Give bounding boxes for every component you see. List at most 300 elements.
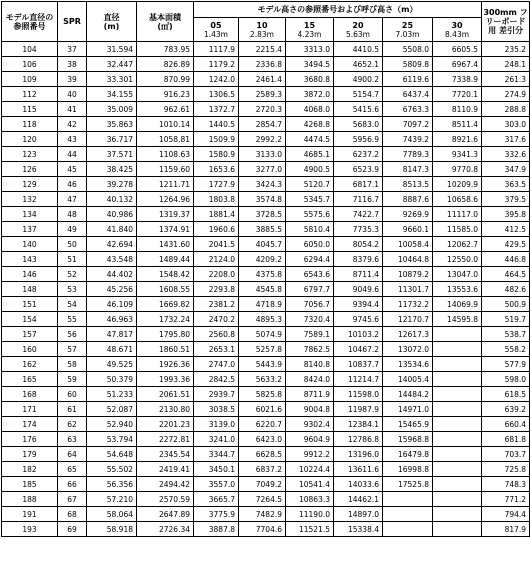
cell-height-05: 2124.0 (194, 252, 239, 267)
cell-spr: 65 (58, 462, 87, 477)
cell-area: 1732.24 (137, 312, 194, 327)
cell-diameter: 38.425 (87, 162, 137, 177)
cell-height-30: 9770.8 (433, 162, 482, 177)
cell-area: 2419.41 (137, 462, 194, 477)
cell-height-15: 3313.0 (286, 42, 334, 57)
cell-height-20: 11598.0 (334, 387, 383, 402)
cell-height-15: 4268.8 (286, 117, 334, 132)
cell-height-30 (433, 507, 482, 522)
cell-height-15: 11190.0 (286, 507, 334, 522)
cell-height-15: 5120.7 (286, 177, 334, 192)
cell-height-10: 7264.5 (239, 492, 286, 507)
cell-spr: 48 (58, 207, 87, 222)
cell-height-15: 10863.3 (286, 492, 334, 507)
cell-area: 916.23 (137, 87, 194, 102)
table-row (2, 522, 530, 537)
height-value: 1.43m (194, 30, 239, 42)
cell-spr: 58 (58, 357, 87, 372)
cell-height-20: 10837.7 (334, 357, 383, 372)
cell-height-15: 9302.4 (286, 417, 334, 432)
cell-height-25: 12170.7 (383, 312, 433, 327)
cell-model-ref: 106 (2, 57, 58, 72)
cell-height-10: 2589.3 (239, 87, 286, 102)
cell-height-30 (433, 447, 482, 462)
cell-height-30 (433, 402, 482, 417)
table-row (2, 102, 530, 117)
cell-height-25: 14484.2 (383, 387, 433, 402)
cell-height-20: 8711.4 (334, 267, 383, 282)
cell-height-10: 6021.6 (239, 402, 286, 417)
table-row (2, 387, 530, 402)
cell-model-ref: 157 (2, 327, 58, 342)
cell-height-30 (433, 432, 482, 447)
cell-diameter: 51.233 (87, 387, 137, 402)
cell-height-20: 13611.6 (334, 462, 383, 477)
cell-height-10: 5825.8 (239, 387, 286, 402)
cell-area: 2061.51 (137, 387, 194, 402)
cell-height-30: 10209.9 (433, 177, 482, 192)
cell-height-20: 10103.2 (334, 327, 383, 342)
cell-height-30: 12062.7 (433, 237, 482, 252)
table-row (2, 72, 530, 87)
cell-area: 1374.91 (137, 222, 194, 237)
cell-height-15: 4068.0 (286, 102, 334, 117)
cell-height-05: 1509.9 (194, 132, 239, 147)
cell-height-15: 10541.4 (286, 477, 334, 492)
cell-diameter: 39.278 (87, 177, 137, 192)
cell-spr: 60 (58, 387, 87, 402)
cell-area: 1319.37 (137, 207, 194, 222)
cell-model-ref: 112 (2, 87, 58, 102)
cell-area: 1795.80 (137, 327, 194, 342)
cell-area: 2647.89 (137, 507, 194, 522)
height-ref: 25 (383, 18, 433, 31)
cell-height-10: 6220.7 (239, 417, 286, 432)
height-ref: 10 (239, 18, 286, 31)
cell-spr: 53 (58, 282, 87, 297)
cell-height-05: 3887.8 (194, 522, 239, 537)
cell-height-20: 14897.0 (334, 507, 383, 522)
cell-height-15: 7320.4 (286, 312, 334, 327)
cell-area: 2272.81 (137, 432, 194, 447)
header-diameter-unit: (m) (103, 21, 120, 31)
height-value: 2.83m (239, 30, 286, 42)
cell-model-ref: 154 (2, 312, 58, 327)
cell-height-30: 8110.9 (433, 102, 482, 117)
cell-height-25: 17525.8 (383, 477, 433, 492)
cell-area: 1159.60 (137, 162, 194, 177)
cell-diameter: 58.064 (87, 507, 137, 522)
cell-height-25: 7789.3 (383, 147, 433, 162)
cell-height-20: 6523.9 (334, 162, 383, 177)
cell-spr: 50 (58, 237, 87, 252)
header-model-height-group: モデル高さの参照番号および呼び高さ（m） (194, 2, 482, 18)
cell-freeboard: 363.5 (482, 177, 530, 192)
cell-height-30: 7720.1 (433, 87, 482, 102)
header-area-label: 基本面積 (149, 12, 181, 22)
cell-height-05: 1580.9 (194, 147, 239, 162)
cell-freeboard: 317.6 (482, 132, 530, 147)
table-row (2, 222, 530, 237)
cell-height-10: 3424.3 (239, 177, 286, 192)
cell-model-ref: 168 (2, 387, 58, 402)
cell-height-30: 13047.0 (433, 267, 482, 282)
cell-height-25: 10879.2 (383, 267, 433, 282)
cell-height-30: 8921.6 (433, 132, 482, 147)
cell-model-ref: 134 (2, 207, 58, 222)
cell-spr: 44 (58, 147, 87, 162)
cell-height-10: 2992.2 (239, 132, 286, 147)
header-freeboard: 300mm フリーボード用 差引分 (482, 2, 530, 42)
cell-model-ref: 165 (2, 372, 58, 387)
table-row (2, 147, 530, 162)
cell-height-15: 6797.7 (286, 282, 334, 297)
cell-area: 826.89 (137, 57, 194, 72)
cell-height-25: 7439.2 (383, 132, 433, 147)
cell-freeboard: 660.4 (482, 417, 530, 432)
cell-model-ref: 176 (2, 432, 58, 447)
cell-height-30 (433, 387, 482, 402)
cell-model-ref: 160 (2, 342, 58, 357)
header-model-ref: モデル直径の参照番号 (2, 2, 58, 42)
cell-height-25: 7097.2 (383, 117, 433, 132)
cell-height-25: 14005.4 (383, 372, 433, 387)
cell-height-15: 9604.9 (286, 432, 334, 447)
cell-height-05: 1306.5 (194, 87, 239, 102)
cell-height-05: 3665.7 (194, 492, 239, 507)
cell-height-20: 14033.6 (334, 477, 383, 492)
cell-model-ref: 126 (2, 162, 58, 177)
cell-height-05: 2208.0 (194, 267, 239, 282)
cell-height-10: 5257.8 (239, 342, 286, 357)
cell-height-15: 7862.5 (286, 342, 334, 357)
cell-height-05: 1242.0 (194, 72, 239, 87)
cell-spr: 62 (58, 417, 87, 432)
table-row (2, 462, 530, 477)
cell-height-15: 4900.5 (286, 162, 334, 177)
cell-height-10: 2720.3 (239, 102, 286, 117)
cell-spr: 38 (58, 57, 87, 72)
cell-model-ref: 162 (2, 357, 58, 372)
cell-spr: 51 (58, 252, 87, 267)
height-value: 4.23m (286, 30, 334, 42)
cell-freeboard: 288.8 (482, 102, 530, 117)
cell-area: 2494.42 (137, 477, 194, 492)
cell-height-25: 15465.9 (383, 417, 433, 432)
cell-freeboard: 446.8 (482, 252, 530, 267)
cell-height-10: 6423.0 (239, 432, 286, 447)
header-diameter (87, 2, 137, 42)
table-row (2, 162, 530, 177)
cell-height-10: 7049.2 (239, 477, 286, 492)
table-row (2, 117, 530, 132)
cell-model-ref: 132 (2, 192, 58, 207)
cell-freeboard: 771.2 (482, 492, 530, 507)
cell-area: 2345.54 (137, 447, 194, 462)
height-ref: 15 (286, 18, 334, 31)
height-ref: 20 (334, 18, 383, 31)
cell-height-30: 11585.0 (433, 222, 482, 237)
cell-height-20: 9049.6 (334, 282, 383, 297)
cell-height-20: 7735.3 (334, 222, 383, 237)
cell-diameter: 43.548 (87, 252, 137, 267)
table-row (2, 492, 530, 507)
cell-height-05: 1117.9 (194, 42, 239, 57)
cell-area: 2201.23 (137, 417, 194, 432)
cell-height-10: 4045.7 (239, 237, 286, 252)
cell-freeboard: 538.7 (482, 327, 530, 342)
cell-height-05: 2041.5 (194, 237, 239, 252)
cell-height-05: 3344.7 (194, 447, 239, 462)
cell-height-05: 3139.0 (194, 417, 239, 432)
cell-diameter: 40.132 (87, 192, 137, 207)
cell-freeboard: 347.9 (482, 162, 530, 177)
table-row (2, 327, 530, 342)
cell-area: 1548.42 (137, 267, 194, 282)
cell-height-30: 14595.8 (433, 312, 482, 327)
cell-model-ref: 143 (2, 252, 58, 267)
cell-freeboard: 379.5 (482, 192, 530, 207)
height-value: 8.43m (433, 30, 482, 42)
cell-spr: 47 (58, 192, 87, 207)
table-row (2, 402, 530, 417)
cell-diameter: 42.694 (87, 237, 137, 252)
cell-freeboard: 429.5 (482, 237, 530, 252)
cell-height-05: 3241.0 (194, 432, 239, 447)
table-row (2, 87, 530, 102)
cell-height-05: 1653.6 (194, 162, 239, 177)
cell-height-20: 13196.0 (334, 447, 383, 462)
cell-model-ref: 185 (2, 477, 58, 492)
cell-freeboard: 681.8 (482, 432, 530, 447)
cell-area: 1264.96 (137, 192, 194, 207)
cell-spr: 39 (58, 72, 87, 87)
cell-height-15: 9912.2 (286, 447, 334, 462)
cell-height-15: 5575.6 (286, 207, 334, 222)
cell-height-25: 11732.2 (383, 297, 433, 312)
table-row (2, 177, 530, 192)
height-ref: 05 (194, 18, 239, 31)
cell-height-10: 4895.3 (239, 312, 286, 327)
cell-height-05: 3450.1 (194, 462, 239, 477)
cell-height-25 (383, 522, 433, 537)
cell-height-15: 4685.1 (286, 147, 334, 162)
cell-height-15: 6543.6 (286, 267, 334, 282)
cell-spr: 57 (58, 342, 87, 357)
cell-diameter: 57.210 (87, 492, 137, 507)
cell-height-10: 2461.4 (239, 72, 286, 87)
cell-height-10: 5633.2 (239, 372, 286, 387)
cell-area: 1608.55 (137, 282, 194, 297)
cell-height-10: 3133.0 (239, 147, 286, 162)
cell-freeboard: 412.5 (482, 222, 530, 237)
cell-model-ref: 129 (2, 177, 58, 192)
tank-dimension-table (1, 1, 530, 537)
cell-height-20: 4410.5 (334, 42, 383, 57)
cell-spr: 64 (58, 447, 87, 462)
cell-spr: 43 (58, 132, 87, 147)
cell-freeboard: 639.2 (482, 402, 530, 417)
cell-freeboard: 748.3 (482, 477, 530, 492)
cell-height-20: 12786.8 (334, 432, 383, 447)
cell-area: 1431.60 (137, 237, 194, 252)
table-row (2, 237, 530, 252)
cell-freeboard: 248.1 (482, 57, 530, 72)
table-row (2, 192, 530, 207)
cell-freeboard: 519.7 (482, 312, 530, 327)
cell-model-ref: 171 (2, 402, 58, 417)
cell-height-30: 13553.6 (433, 282, 482, 297)
cell-freeboard: 464.5 (482, 267, 530, 282)
cell-diameter: 52.940 (87, 417, 137, 432)
cell-height-20: 6817.1 (334, 177, 383, 192)
cell-height-20: 7422.7 (334, 207, 383, 222)
cell-freeboard: 794.4 (482, 507, 530, 522)
cell-freeboard: 618.5 (482, 387, 530, 402)
cell-height-10: 4718.9 (239, 297, 286, 312)
table-row (2, 372, 530, 387)
cell-model-ref: 146 (2, 267, 58, 282)
cell-area: 962.61 (137, 102, 194, 117)
cell-area: 1058.81 (137, 132, 194, 147)
cell-model-ref: 123 (2, 147, 58, 162)
cell-height-25: 12617.3 (383, 327, 433, 342)
cell-height-15: 5345.7 (286, 192, 334, 207)
cell-model-ref: 191 (2, 507, 58, 522)
cell-diameter: 53.794 (87, 432, 137, 447)
cell-spr: 55 (58, 312, 87, 327)
table-row (2, 507, 530, 522)
cell-height-05: 1727.9 (194, 177, 239, 192)
cell-area: 2726.34 (137, 522, 194, 537)
cell-freeboard: 303.0 (482, 117, 530, 132)
cell-height-20: 5415.6 (334, 102, 383, 117)
table-body (2, 42, 530, 537)
cell-height-10: 6837.2 (239, 462, 286, 477)
cell-height-25: 9269.9 (383, 207, 433, 222)
cell-area: 1860.51 (137, 342, 194, 357)
table-row (2, 42, 530, 57)
cell-spr: 68 (58, 507, 87, 522)
cell-diameter: 58.918 (87, 522, 137, 537)
cell-model-ref: 193 (2, 522, 58, 537)
cell-spr: 54 (58, 297, 87, 312)
cell-height-05: 1179.2 (194, 57, 239, 72)
cell-height-25: 10058.4 (383, 237, 433, 252)
cell-spr: 69 (58, 522, 87, 537)
cell-height-20: 4652.1 (334, 57, 383, 72)
cell-height-30: 9341.3 (433, 147, 482, 162)
cell-spr: 67 (58, 492, 87, 507)
cell-height-30: 10658.6 (433, 192, 482, 207)
cell-diameter: 56.356 (87, 477, 137, 492)
cell-height-20: 10467.2 (334, 342, 383, 357)
table-row (2, 477, 530, 492)
cell-height-20: 9394.4 (334, 297, 383, 312)
cell-height-10: 4545.8 (239, 282, 286, 297)
cell-spr: 37 (58, 42, 87, 57)
table-row (2, 432, 530, 447)
cell-height-10: 7482.9 (239, 507, 286, 522)
height-ref: 30 (433, 18, 482, 31)
cell-height-25 (383, 492, 433, 507)
cell-height-05: 2470.2 (194, 312, 239, 327)
cell-height-15: 3494.5 (286, 57, 334, 72)
header-spr: SPR (58, 2, 87, 42)
cell-freeboard: 395.8 (482, 207, 530, 222)
cell-height-05: 1372.7 (194, 102, 239, 117)
cell-area: 1108.63 (137, 147, 194, 162)
cell-diameter: 35.863 (87, 117, 137, 132)
cell-height-25: 13534.6 (383, 357, 433, 372)
cell-height-30 (433, 327, 482, 342)
cell-height-10: 2215.4 (239, 42, 286, 57)
cell-height-30: 11117.0 (433, 207, 482, 222)
cell-diameter: 52.087 (87, 402, 137, 417)
cell-diameter: 34.155 (87, 87, 137, 102)
header-area (137, 2, 194, 42)
cell-height-10: 3574.8 (239, 192, 286, 207)
cell-diameter: 41.840 (87, 222, 137, 237)
cell-height-05: 1960.6 (194, 222, 239, 237)
cell-height-05: 2381.2 (194, 297, 239, 312)
cell-freeboard: 261.3 (482, 72, 530, 87)
cell-area: 1489.44 (137, 252, 194, 267)
cell-freeboard: 235.2 (482, 42, 530, 57)
cell-height-25: 8147.3 (383, 162, 433, 177)
cell-height-15: 6294.4 (286, 252, 334, 267)
cell-height-20: 6237.2 (334, 147, 383, 162)
table-row (2, 282, 530, 297)
cell-height-05: 2747.0 (194, 357, 239, 372)
cell-spr: 41 (58, 102, 87, 117)
cell-model-ref: 137 (2, 222, 58, 237)
cell-spr: 52 (58, 267, 87, 282)
cell-model-ref: 109 (2, 72, 58, 87)
cell-height-10: 7704.6 (239, 522, 286, 537)
table-row (2, 57, 530, 72)
cell-height-30 (433, 462, 482, 477)
cell-height-10: 3277.0 (239, 162, 286, 177)
cell-height-05: 1803.8 (194, 192, 239, 207)
cell-height-10: 2854.7 (239, 117, 286, 132)
cell-height-30 (433, 372, 482, 387)
cell-area: 2130.80 (137, 402, 194, 417)
cell-height-25: 13072.0 (383, 342, 433, 357)
cell-height-10: 2336.8 (239, 57, 286, 72)
table-header (2, 2, 530, 42)
cell-height-05: 2842.5 (194, 372, 239, 387)
cell-height-25: 8513.5 (383, 177, 433, 192)
cell-height-20: 8054.2 (334, 237, 383, 252)
cell-height-05: 3775.9 (194, 507, 239, 522)
cell-model-ref: 118 (2, 117, 58, 132)
cell-height-05: 2939.7 (194, 387, 239, 402)
table-row (2, 252, 530, 267)
cell-height-20: 4900.2 (334, 72, 383, 87)
cell-height-20: 11214.7 (334, 372, 383, 387)
cell-area: 2570.59 (137, 492, 194, 507)
cell-height-05: 3038.5 (194, 402, 239, 417)
cell-model-ref: 174 (2, 417, 58, 432)
cell-diameter: 55.502 (87, 462, 137, 477)
cell-height-30: 12550.0 (433, 252, 482, 267)
cell-spr: 46 (58, 177, 87, 192)
cell-height-05: 3557.0 (194, 477, 239, 492)
cell-diameter: 32.447 (87, 57, 137, 72)
cell-height-30 (433, 522, 482, 537)
cell-freeboard: 703.7 (482, 447, 530, 462)
